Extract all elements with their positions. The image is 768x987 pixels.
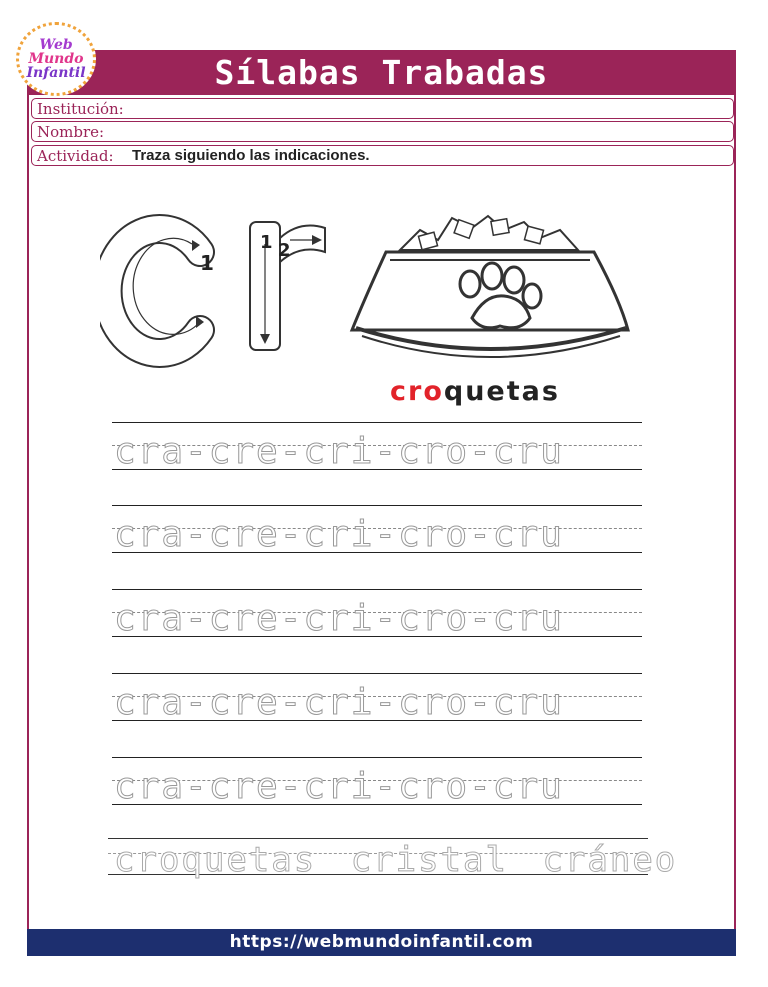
site-logo (16, 22, 96, 96)
worksheet-frame (27, 50, 736, 956)
logo-line-2: Mundo (28, 51, 84, 67)
footer-url: https://webmundoinfantil.com (27, 929, 736, 956)
tracing-row-5[interactable] (112, 757, 642, 817)
logo-line-3: Infantil (26, 65, 86, 81)
letter-r-outline (250, 222, 325, 350)
logo-line-1: Web (39, 37, 73, 53)
stroke-number-r1: 1 (260, 232, 273, 253)
tracing-text: cra-cre-cri-cro-cru (114, 682, 564, 723)
tracing-words-row[interactable] (108, 838, 678, 888)
letters-and-bowl-illustration (100, 200, 660, 390)
title-bar (27, 50, 736, 95)
tracing-row-3[interactable] (112, 589, 642, 649)
stroke-number-r2: 2 (278, 240, 291, 261)
actividad-instruction: Traza siguiendo las indicaciones. (132, 147, 370, 164)
stroke-number-c: 1 (200, 251, 214, 275)
tracing-text: cra-cre-cri-cro-cru (114, 598, 564, 639)
tracing-row-1[interactable] (112, 422, 642, 482)
dog-food-bowl-image (352, 216, 628, 357)
institucion-label: Institución: (37, 100, 124, 118)
example-word-syllable: cro (390, 376, 444, 407)
institucion-field[interactable] (31, 98, 734, 119)
tracing-text: cra-cre-cri-cro-cru (114, 514, 564, 555)
nombre-field[interactable] (31, 121, 734, 142)
actividad-field (31, 145, 734, 166)
actividad-label: Actividad: (37, 147, 114, 165)
nombre-label: Nombre: (37, 123, 105, 141)
example-word (390, 376, 620, 416)
example-word-rest: quetas (443, 376, 560, 407)
tracing-words-text: croquetas cristal cráneo (114, 840, 678, 880)
letter-c-outline (108, 229, 214, 353)
tracing-text: cra-cre-cri-cro-cru (114, 431, 564, 472)
tracing-row-2[interactable] (112, 505, 642, 565)
tracing-text: cra-cre-cri-cro-cru (114, 766, 564, 807)
page-title: Sílabas Trabadas (214, 53, 549, 92)
tracing-row-4[interactable] (112, 673, 642, 733)
